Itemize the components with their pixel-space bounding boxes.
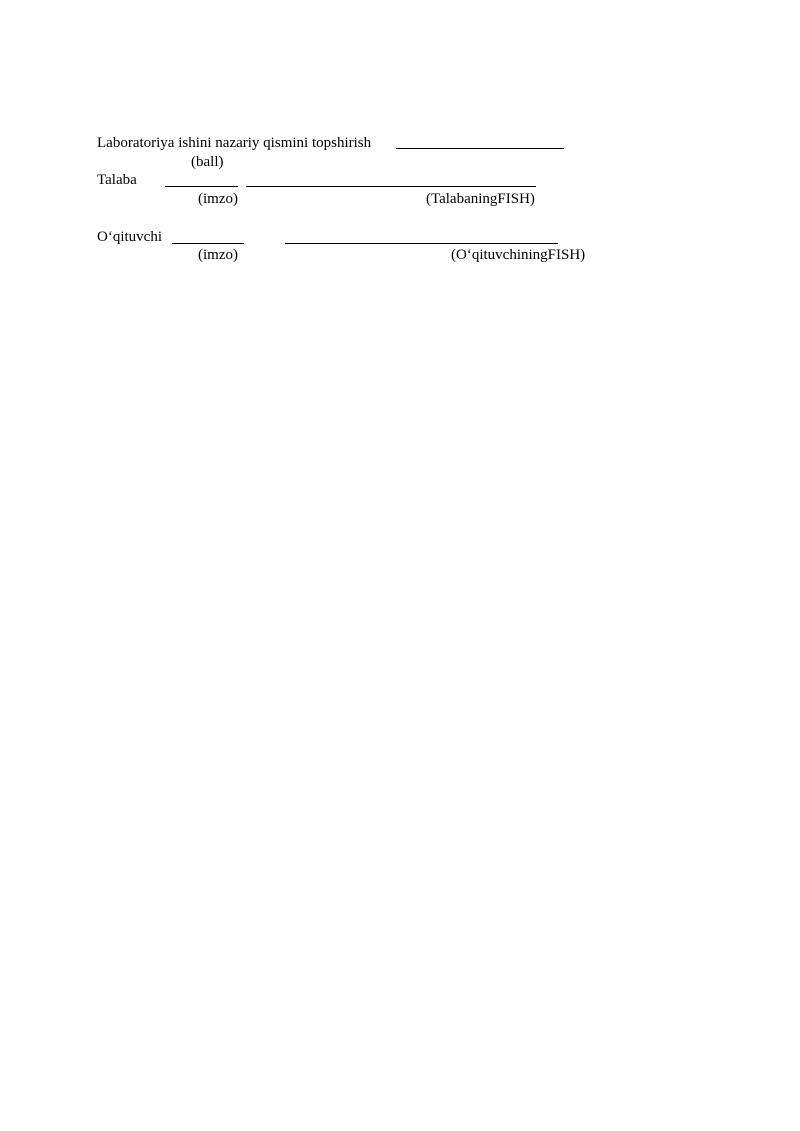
teacher-label: O‘qituvchi: [97, 229, 162, 245]
student-signature-caption: (imzo): [198, 191, 238, 207]
teacher-name-line: [285, 243, 558, 244]
score-blank-line: [396, 148, 564, 149]
student-name-caption: (TalabaningFISH): [426, 191, 535, 207]
student-name-line: [246, 186, 536, 187]
theory-submission-label: Laboratoriya ishini nazariy qismini topshirish: [97, 135, 372, 151]
teacher-signature-line: [172, 243, 244, 244]
teacher-signature-caption: (imzo): [198, 247, 238, 263]
ball-caption: (ball): [191, 154, 224, 170]
student-signature-line: [165, 186, 238, 187]
teacher-name-caption: (O‘qituvchiningFISH): [451, 247, 586, 263]
student-label: Talaba: [97, 172, 137, 188]
